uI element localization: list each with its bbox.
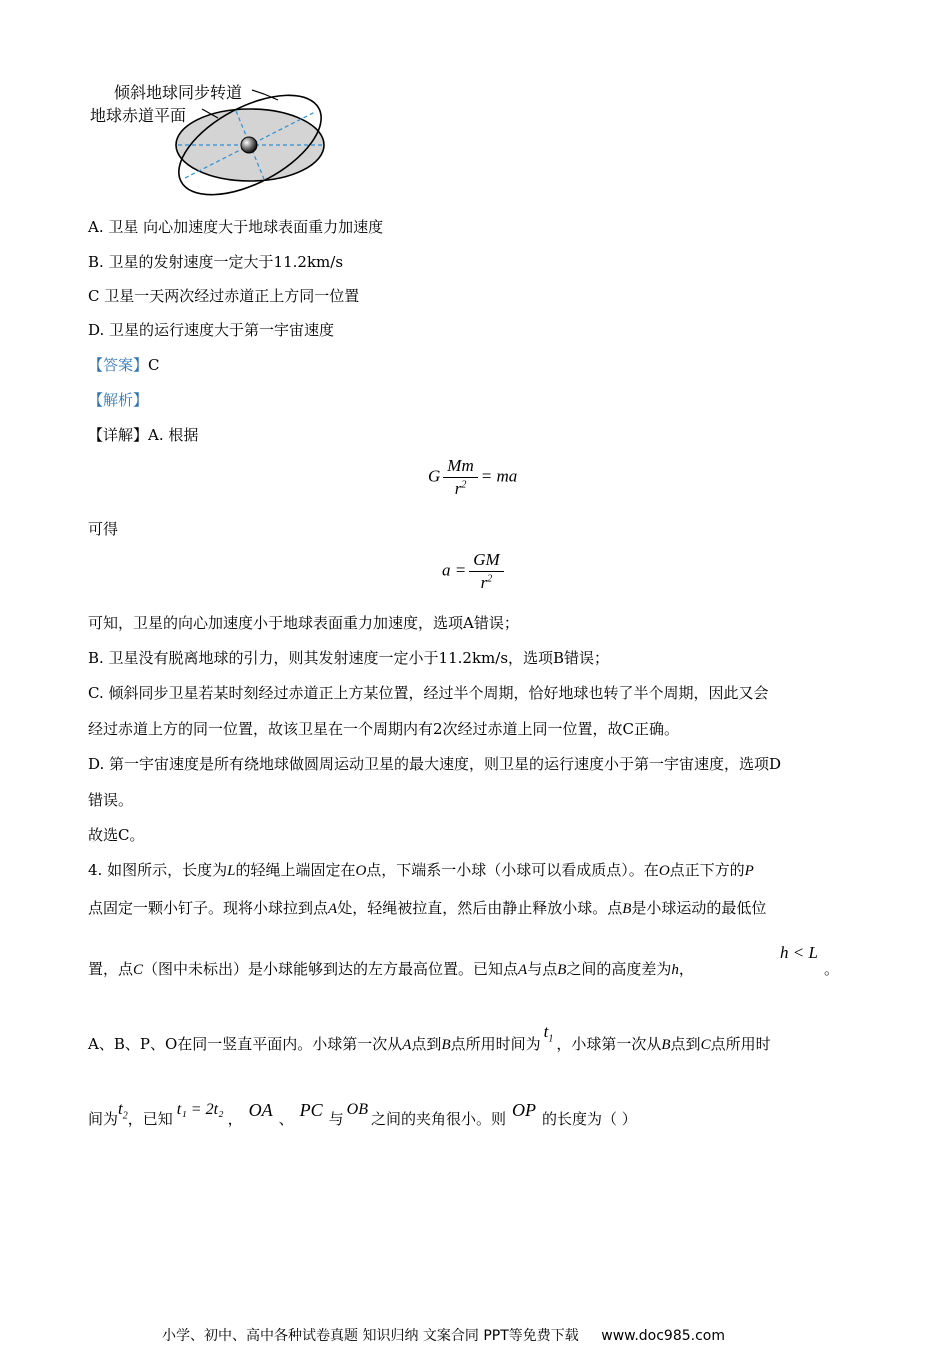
q4-text: 置，点 — [88, 960, 134, 978]
formula-acceleration — [442, 550, 507, 593]
segment-ob: OB — [346, 1101, 368, 1118]
formula-gravity — [428, 456, 517, 499]
detail-tag: 【详解】 — [88, 426, 149, 444]
var-c: C — [700, 1037, 711, 1053]
q4-text: 与 — [328, 1110, 344, 1128]
var-o: O — [658, 863, 670, 879]
formula2-exp: 2 — [487, 573, 493, 585]
q4-text: 、 — [278, 1110, 294, 1128]
q4-text: 点到 — [411, 1035, 442, 1053]
q4-text: ，小球第一次从 — [556, 1035, 662, 1053]
q4-text: ， — [227, 1110, 243, 1128]
q4-text: 点固定一颗小钉子。现将小球拉到点 — [88, 899, 329, 917]
var-h: h — [671, 962, 679, 978]
footer-text: 小学、初中、高中各种试卷真题 知识归纳 文案合同 PPT等免费下载 — [162, 1328, 579, 1344]
figure-label-equator: 地球赤道平面 — [90, 106, 187, 125]
var-b: B — [661, 1037, 671, 1053]
q4-text: 点，下端系一小球（小球可以看成质点）。在 — [366, 861, 659, 879]
q4-text: 点所用时间为 — [450, 1035, 541, 1053]
var-b: B — [557, 962, 567, 978]
explain-c2: 经过赤道上方的同一位置，故该卫星在一个周期内有2次经过赤道上同一位置，故C正确。 — [88, 720, 680, 738]
var-a: A — [328, 901, 338, 917]
q4-text: 4. 如图所示，长度为 — [88, 861, 228, 879]
answer-tag: 【答案】 — [88, 356, 149, 374]
var-t2: $t_2$ — [118, 1099, 128, 1122]
formula2-num: GM — [469, 550, 503, 572]
var-t1: $t_1$ — [543, 1022, 554, 1045]
var-c: C — [133, 962, 144, 978]
q4-text: 之间的夹角很小。则 — [370, 1110, 506, 1128]
var-p: P — [744, 863, 754, 879]
q4-line-3 — [88, 958, 694, 979]
kede-text: 可得 — [88, 520, 119, 538]
option-a: A. 卫星 向心加速度大于地球表面重力加速度 — [88, 218, 384, 236]
q4-text: 处，轻绳被拉直，然后由静止释放小球。点 — [337, 899, 623, 917]
answer-value: C — [148, 356, 160, 374]
detail-line — [88, 424, 198, 445]
explain-b: B. 卫星没有脱离地球的引力，则其发射速度一定小于11.2km/s，选项B错误； — [88, 649, 610, 667]
answer-line — [88, 354, 160, 375]
formula1-rhs: = ma — [480, 466, 518, 486]
formula1-den: r — [454, 479, 462, 498]
formula1-exp: 2 — [461, 479, 467, 491]
footer-site-link[interactable]: www.doc985.com — [601, 1328, 725, 1344]
explain-d2: 错误。 — [88, 791, 134, 809]
q4-text: 之间的高度差为 — [566, 960, 672, 978]
q4-text: （图中未标出）是小球能够到达的左方最高位置。已知点 — [143, 960, 519, 978]
q4-text: 点正下方的 — [669, 861, 745, 879]
relation-t1-t2: t₁ = 2t₂ — [176, 1101, 224, 1118]
q4-line-5 — [88, 1099, 637, 1131]
q4-text: 点所用时 — [710, 1035, 771, 1053]
q4-text: 点到 — [670, 1035, 701, 1053]
var-o: O — [355, 863, 367, 879]
explain-d1: D. 第一宇宙速度是所有绕地球做圆周运动卫星的最大速度，则卫星的运行速度小于第一宇宙速度，选项D — [88, 755, 782, 773]
segment-pc: PC — [299, 1100, 323, 1120]
formula1-num: Mm — [443, 456, 477, 478]
detail-intro: A. 根据 — [148, 426, 199, 444]
var-b: B — [441, 1037, 451, 1053]
q4-text: 是小球运动的最低位 — [631, 899, 767, 917]
option-d: D. 卫星的运行速度大于第一宇宙速度 — [88, 321, 335, 339]
footer — [162, 1325, 725, 1345]
explain-a: 可知，卫星的向心加速度小于地球表面重力加速度，选项A错误； — [88, 614, 519, 632]
option-b: B. 卫星的发射速度一定大于11.2km/s — [88, 253, 344, 271]
q4-text: 的轻绳上端固定在 — [235, 861, 356, 879]
formula2-lhs: a = — [442, 560, 467, 580]
var-a: A — [402, 1037, 412, 1053]
formula2-fraction — [469, 550, 503, 593]
earth-icon — [241, 137, 257, 153]
formula1-g: G — [428, 466, 441, 486]
q4-text: ，已知 — [127, 1110, 173, 1128]
var-a: A — [518, 962, 528, 978]
option-c: C 卫星一天两次经过赤道正上方同一位置 — [88, 287, 360, 305]
figure-label-orbit: 倾斜地球同步转道 — [114, 83, 243, 102]
conclusion: 故选C。 — [88, 826, 145, 844]
analysis-tag: 【解析】 — [88, 391, 149, 409]
q4-line-3-end: 。 — [824, 960, 840, 978]
q4-text: 的长度为（ ） — [541, 1110, 637, 1128]
var-l: L — [227, 863, 236, 879]
q4-text: 间为 — [88, 1110, 119, 1128]
explain-c1: C. 倾斜同步卫星若某时刻经过赤道正上方某位置，经过半个周期，恰好地球也转了半个周期，因此又会 — [88, 684, 769, 702]
var-b: B — [622, 901, 632, 917]
formula2-den: r — [480, 573, 488, 592]
q4-text: 与点 — [527, 960, 558, 978]
q4-line-1 — [88, 859, 754, 880]
q4-line-4 — [88, 1022, 771, 1056]
formula1-fraction — [443, 456, 477, 499]
segment-oa: OA — [248, 1100, 273, 1120]
q4-line-2 — [88, 897, 766, 918]
condition-h-less-l: h < L — [780, 943, 818, 962]
q4-text: A、B、P、O在同一竖直平面内。小球第一次从 — [88, 1035, 403, 1053]
q4-text: ， — [678, 960, 694, 978]
segment-op: OP — [511, 1100, 536, 1120]
